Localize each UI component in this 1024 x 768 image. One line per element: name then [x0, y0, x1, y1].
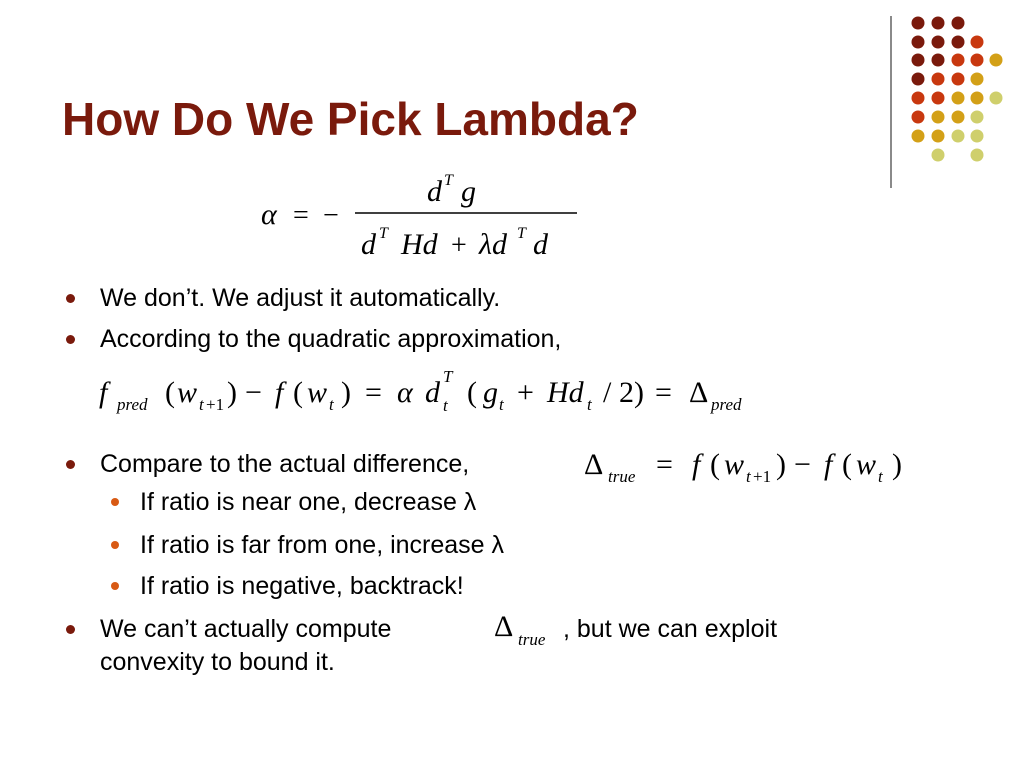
decor-dot: [971, 92, 984, 105]
svg-text:true: true: [518, 630, 546, 649]
svg-text:g: g: [483, 376, 498, 409]
svg-text:T: T: [517, 225, 526, 242]
decor-dot: [912, 17, 925, 30]
svg-text:w: w: [177, 376, 198, 409]
svg-text:d: d: [425, 376, 440, 409]
delta-true-inline-formula: [490, 606, 564, 652]
svg-text:d: d: [533, 228, 548, 260]
sub-bullet-marker: [111, 541, 119, 549]
decor-dot: [932, 54, 945, 67]
svg-text:Δ: Δ: [689, 376, 709, 409]
svg-text:α: α: [261, 198, 277, 231]
svg-text:g: g: [461, 175, 476, 208]
svg-text:t: t: [499, 395, 504, 414]
svg-text:w: w: [856, 448, 877, 481]
predicted-change-formula: [95, 362, 815, 424]
svg-text:=: =: [655, 376, 672, 409]
decor-dot: [971, 130, 984, 143]
bullet-marker: [66, 335, 75, 344]
bullet-text-line2: convexity to bound it.: [100, 648, 335, 676]
decor-dot: [912, 130, 925, 143]
svg-text:d: d: [361, 228, 376, 260]
svg-text:λd: λd: [479, 228, 507, 260]
decor-dot: [912, 54, 925, 67]
svg-text:=: =: [293, 200, 309, 231]
svg-text:): ): [341, 376, 351, 409]
slide-title: How Do We Pick Lambda?: [62, 93, 639, 145]
bullet-text: We don’t. We adjust it automatically.: [100, 284, 501, 312]
decor-dot: [952, 92, 965, 105]
svg-text:Δ: Δ: [584, 448, 604, 481]
decor-dot: [971, 149, 984, 162]
decor-dot: [952, 54, 965, 67]
svg-text:2): 2): [619, 376, 644, 409]
svg-text:w: w: [307, 376, 328, 409]
svg-text:f: f: [99, 376, 108, 409]
svg-text:f: f: [275, 376, 284, 409]
dots-row-6: [912, 111, 984, 124]
dots-row-8: [932, 149, 984, 162]
svg-text:f: f: [692, 448, 701, 481]
svg-text:(: (: [842, 448, 852, 481]
decor-dot: [932, 149, 945, 162]
decor-dot: [971, 54, 984, 67]
svg-text:T: T: [444, 172, 453, 189]
bullet-marker: [66, 294, 75, 303]
svg-text:T: T: [443, 367, 453, 386]
bullet-text-continuation: , but we can exploit: [563, 615, 778, 643]
svg-text:f: f: [824, 448, 833, 481]
sub-bullet-text: If ratio is near one, decrease λ: [140, 488, 477, 516]
decor-dot: [932, 92, 945, 105]
sub-bullet-marker: [111, 498, 119, 506]
svg-text:Hd: Hd: [547, 376, 584, 409]
bullet-text: According to the quadratic approximation,: [100, 325, 562, 353]
decor-dot: [932, 73, 945, 86]
decor-dot: [952, 17, 965, 30]
svg-text:t: t: [587, 395, 592, 414]
svg-text:Hd: Hd: [401, 228, 438, 260]
svg-text:+1: +1: [206, 395, 225, 414]
decor-dot: [990, 92, 1003, 105]
dots-row-1: [912, 17, 965, 30]
decor-dot: [912, 92, 925, 105]
decor-dot: [932, 36, 945, 49]
bullet-text: We can’t actually compute: [100, 615, 392, 643]
svg-text:+: +: [451, 230, 467, 260]
svg-text:pred: pred: [117, 395, 148, 414]
dots-row-2: [912, 36, 984, 49]
decor-dot: [932, 130, 945, 143]
sub-bullet-text: If ratio is negative, backtrack!: [140, 572, 464, 600]
svg-text:+: +: [517, 376, 534, 409]
decor-dot: [990, 54, 1003, 67]
decor-dot: [932, 111, 945, 124]
decor-dot: [952, 111, 965, 124]
svg-text:=: =: [656, 448, 673, 481]
decor-dot: [952, 73, 965, 86]
bullet-marker: [66, 460, 75, 469]
decor-dot: [971, 36, 984, 49]
dots-row-3: [912, 54, 1003, 67]
true-change-formula: [580, 440, 940, 490]
svg-text:pred: pred: [711, 395, 742, 414]
sub-bullet-text: If ratio is far from one, increase λ: [140, 531, 505, 559]
decor-dot: [912, 73, 925, 86]
dots-row-5: [912, 92, 1003, 105]
svg-text:t: t: [878, 467, 883, 486]
decorative-vertical-rule: [890, 16, 892, 188]
svg-text:true: true: [608, 467, 636, 486]
decor-dot: [971, 73, 984, 86]
svg-text:=: =: [365, 376, 382, 409]
svg-text:−: −: [245, 376, 262, 409]
svg-text:/: /: [603, 376, 612, 409]
svg-text:(: (: [467, 376, 477, 409]
decor-dot: [971, 111, 984, 124]
decor-dot: [912, 111, 925, 124]
svg-text:t: t: [329, 395, 334, 414]
decor-dot: [932, 17, 945, 30]
alpha-step-size-formula: [255, 168, 585, 260]
svg-text:T: T: [379, 225, 388, 242]
svg-text:t: t: [199, 395, 204, 414]
svg-text:): ): [776, 448, 786, 481]
svg-text:): ): [892, 448, 902, 481]
dots-row-7: [912, 130, 984, 143]
svg-text:(: (: [293, 376, 303, 409]
svg-text:−: −: [323, 200, 339, 231]
svg-text:d: d: [427, 175, 442, 208]
svg-text:t: t: [443, 396, 448, 415]
bullet-text: Compare to the actual difference,: [100, 450, 470, 478]
svg-text:t: t: [746, 467, 751, 486]
decor-dot: [952, 36, 965, 49]
svg-text:): ): [227, 376, 237, 409]
svg-text:α: α: [397, 376, 413, 409]
svg-text:−: −: [794, 448, 811, 481]
bullet-marker: [66, 625, 75, 634]
decor-dot: [952, 130, 965, 143]
svg-text:+1: +1: [753, 467, 772, 486]
svg-text:Δ: Δ: [494, 610, 514, 643]
dots-row-4: [912, 73, 984, 86]
svg-text:(: (: [165, 376, 175, 409]
decor-dot: [912, 36, 925, 49]
svg-text:(: (: [710, 448, 720, 481]
svg-text:w: w: [724, 448, 745, 481]
sub-bullet-marker: [111, 582, 119, 590]
